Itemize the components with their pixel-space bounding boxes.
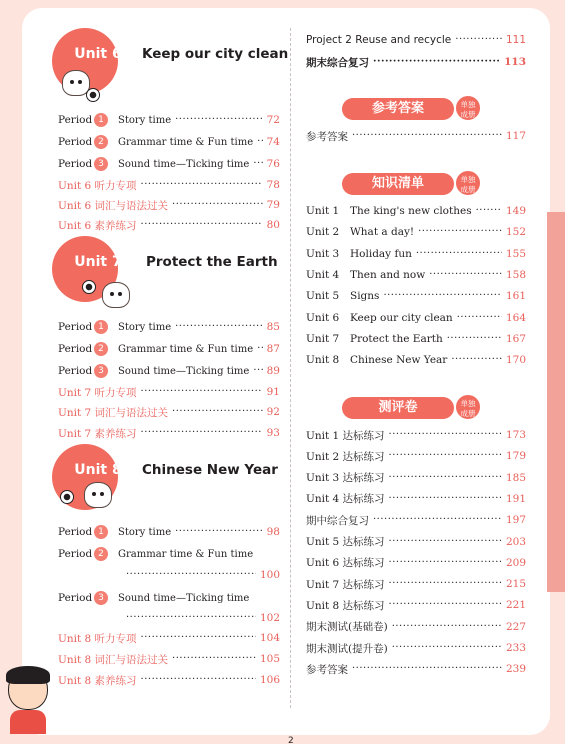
toc-row[interactable] (58, 196, 280, 214)
badge-line: 单独 (460, 175, 476, 184)
period-word: Period (58, 321, 93, 333)
period-word: Period (58, 136, 93, 148)
soccer-ball-icon (60, 490, 74, 504)
period-word: Period (58, 548, 93, 560)
toc-row[interactable] (306, 426, 526, 444)
unit-title: Protect the Earth (146, 254, 278, 270)
row-unit: Unit 5 (306, 290, 340, 303)
toc-row[interactable] (306, 469, 526, 487)
page-ref: 161 (505, 290, 526, 303)
row-title: Unit 7 词汇与语法过关 (58, 406, 169, 419)
toc-row[interactable] (306, 127, 526, 145)
toc-row[interactable] (58, 424, 280, 442)
leader-dots (389, 558, 502, 568)
row-unit: Unit 8 (306, 354, 340, 367)
row-title: 参考答案 (306, 663, 348, 676)
unit-label: Unit 8 (74, 462, 122, 478)
section-header (342, 96, 492, 122)
leader-dots (175, 527, 263, 537)
toc-row-continued[interactable] (58, 609, 280, 627)
toc-row-continued[interactable] (58, 566, 280, 584)
page-ref: 102 (259, 612, 280, 624)
page-ref: 197 (505, 514, 526, 527)
leader-dots (418, 227, 502, 237)
page-ref: 104 (259, 632, 280, 644)
page-ref: 164 (505, 311, 526, 324)
period-number: 1 (94, 320, 108, 334)
unit-title: Keep our city clean (142, 46, 289, 62)
row-title: Unit 8 词汇与语法过关 (58, 653, 169, 666)
toc-row[interactable] (306, 447, 526, 465)
soccer-ball-icon (86, 88, 100, 102)
page-ref: 74 (266, 136, 280, 148)
row-title: What a day! (350, 226, 415, 239)
badge-line: 单独 (460, 399, 476, 408)
period-number: 3 (94, 364, 108, 378)
leader-dots (172, 407, 263, 417)
page-ref: 158 (505, 268, 526, 281)
side-tab (547, 212, 565, 592)
row-title: Unit 6 达标练习 (306, 557, 385, 570)
row-title: Unit 6 词汇与语法过关 (58, 199, 169, 212)
toc-row[interactable] (58, 133, 280, 151)
toc-row[interactable] (58, 545, 280, 563)
period-number: 2 (94, 342, 108, 356)
leader-dots (389, 600, 502, 610)
column-divider (290, 28, 291, 708)
page-ref: 113 (504, 56, 526, 68)
leader-dots (455, 35, 502, 45)
mascot-icon (102, 282, 130, 308)
page-ref: 215 (505, 578, 526, 591)
toc-row[interactable] (58, 362, 280, 380)
leader-dots (389, 537, 502, 547)
toc-row[interactable] (306, 639, 526, 657)
toc-row[interactable] (58, 111, 280, 129)
row-title: Protect the Earth (350, 332, 443, 345)
separate-booklet-badge (454, 169, 482, 197)
leader-dots (126, 613, 256, 623)
page-ref: 106 (259, 674, 280, 686)
page-ref: 152 (505, 226, 526, 239)
page-ref: 87 (266, 343, 280, 355)
toc-row[interactable] (306, 596, 526, 614)
toc-row[interactable] (58, 589, 280, 607)
separate-booklet-badge (454, 393, 482, 421)
period-number: 3 (94, 157, 108, 171)
row-title: Story time (118, 526, 172, 538)
leader-dots (389, 473, 502, 483)
period-number: 3 (94, 591, 108, 605)
row-title: Unit 3 达标练习 (306, 472, 385, 485)
toc-row[interactable] (306, 618, 526, 636)
row-unit: Unit 3 (306, 247, 340, 260)
section-header (342, 395, 492, 421)
row-title: Grammar time & Fun time (118, 548, 254, 560)
period-word: Period (58, 158, 93, 170)
row-title: 期末测试(基础卷) (306, 621, 388, 634)
page-ref: 173 (505, 429, 526, 441)
section-header (342, 171, 492, 197)
toc-row[interactable] (306, 554, 526, 572)
row-title: Chinese New Year (350, 354, 448, 367)
leader-dots (141, 387, 263, 397)
unit-label: Unit 6 (74, 46, 122, 62)
row-title: Unit 7 素养练习 (58, 427, 137, 440)
row-title: Unit 8 听力专项 (58, 632, 137, 645)
page-ref: 239 (505, 663, 526, 676)
badge-line: 成册 (460, 110, 476, 119)
page-ref: 76 (266, 158, 280, 170)
page-ref: 227 (505, 620, 526, 633)
period-number: 2 (94, 135, 108, 149)
period-number: 1 (94, 113, 108, 127)
row-title: Grammar time & Fun time (118, 136, 254, 148)
mascot-icon (84, 482, 112, 508)
leader-dots (392, 622, 502, 632)
toc-row[interactable] (306, 660, 526, 678)
leader-dots (429, 270, 502, 280)
toc-row[interactable] (58, 340, 280, 358)
leader-dots (373, 57, 500, 67)
page-ref: 167 (505, 332, 526, 345)
row-title: Unit 6 素养练习 (58, 219, 137, 232)
toc-row[interactable] (306, 287, 526, 305)
soccer-ball-icon (82, 280, 96, 294)
toc-row[interactable] (58, 629, 280, 647)
row-title: Sound time—Ticking time (118, 158, 250, 170)
row-title: Unit 2 达标练习 (306, 450, 385, 463)
unit-header (58, 28, 288, 94)
row-title: Unit 1 达标练习 (306, 429, 385, 442)
toc-row[interactable] (58, 216, 280, 234)
row-unit: Unit 2 (306, 226, 340, 239)
leader-dots (389, 430, 502, 440)
leader-dots (392, 643, 502, 653)
page-ref: 221 (505, 599, 526, 612)
leader-dots (141, 675, 256, 685)
leader-dots (126, 570, 256, 580)
boy-mascot-illustration (4, 668, 52, 734)
period-word: Period (58, 114, 93, 126)
row-title: Unit 7 听力专项 (58, 386, 137, 399)
section-pill: 参考答案 (342, 98, 454, 120)
leader-dots (141, 180, 263, 190)
leader-dots (451, 355, 502, 365)
page-ref: 191 (505, 492, 526, 505)
section-pill: 知识清单 (342, 173, 454, 195)
row-title: Signs (350, 290, 380, 303)
leader-dots (416, 249, 502, 259)
period-number: 2 (94, 547, 108, 561)
page-number: 2 (288, 736, 294, 744)
row-title: Project 2 Reuse and recycle (306, 34, 452, 46)
page-ref: 203 (505, 535, 526, 548)
leader-dots (257, 137, 263, 147)
page-ref: 89 (266, 365, 280, 377)
toc-row[interactable] (58, 671, 280, 689)
boy-hair (6, 666, 50, 684)
badge-line: 成册 (460, 409, 476, 418)
leader-dots (352, 664, 502, 674)
leader-dots (175, 115, 263, 125)
toc-row[interactable] (58, 318, 280, 336)
page-ref: 80 (266, 219, 280, 231)
toc-row[interactable] (306, 330, 526, 348)
leader-dots (141, 220, 263, 230)
row-unit: Unit 6 (306, 311, 340, 324)
page-ref: 149 (505, 205, 526, 217)
row-title: Unit 8 达标练习 (306, 599, 385, 612)
period-word: Period (58, 343, 93, 355)
toc-row[interactable] (306, 245, 526, 263)
leader-dots (352, 131, 502, 141)
leader-dots (389, 451, 502, 461)
leader-dots (447, 334, 502, 344)
unit-title: Chinese New Year (142, 462, 278, 478)
leader-dots (253, 159, 262, 169)
page-ref: 111 (505, 34, 526, 46)
toc-row[interactable] (58, 523, 280, 541)
row-title: Keep our city clean (350, 311, 453, 324)
leader-dots (389, 579, 502, 589)
toc-row[interactable] (306, 53, 526, 71)
row-title: The king's new clothes (350, 205, 472, 217)
leader-dots (257, 344, 263, 354)
row-title: Unit 4 达标练习 (306, 493, 385, 506)
page-ref: 93 (266, 427, 280, 439)
toc-row[interactable] (306, 202, 526, 220)
toc-row[interactable] (58, 383, 280, 401)
row-title: Unit 6 听力专项 (58, 179, 137, 192)
toc-row[interactable] (306, 575, 526, 593)
row-title: Then and now (350, 268, 426, 281)
toc-row[interactable] (58, 176, 280, 194)
row-unit: Unit 4 (306, 268, 340, 281)
row-title: Unit 8 素养练习 (58, 674, 137, 687)
leader-dots (383, 291, 502, 301)
toc-row[interactable] (58, 155, 280, 173)
page-ref: 100 (259, 569, 280, 581)
leader-dots (253, 366, 262, 376)
leader-dots (141, 428, 263, 438)
toc-row[interactable] (306, 511, 526, 529)
leader-dots (373, 515, 502, 525)
row-title: Unit 5 达标练习 (306, 536, 385, 548)
period-word: Period (58, 526, 93, 538)
page-ref: 98 (266, 526, 280, 538)
leader-dots (175, 322, 263, 332)
page-ref: 85 (266, 321, 280, 333)
boy-body (10, 710, 46, 734)
toc-row[interactable] (306, 266, 526, 284)
toc-row[interactable] (58, 403, 280, 421)
row-title: Grammar time & Fun time (118, 343, 254, 355)
row-title: Story time (118, 114, 172, 126)
row-title: 期末综合复习 (306, 56, 369, 69)
unit-header (58, 236, 288, 302)
period-number: 1 (94, 525, 108, 539)
toc-row[interactable] (306, 223, 526, 241)
period-word: Period (58, 365, 93, 377)
toc-row[interactable] (306, 490, 526, 508)
page-ref: 170 (505, 354, 526, 367)
page-ref: 72 (266, 114, 280, 126)
leader-dots (476, 206, 502, 216)
leader-dots (141, 633, 256, 643)
page-ref: 233 (505, 642, 526, 654)
page-ref: 209 (505, 556, 526, 569)
toc-row[interactable] (306, 309, 526, 327)
page-ref: 91 (266, 386, 280, 398)
page-ref: 155 (505, 247, 526, 260)
row-title: Unit 7 达标练习 (306, 578, 385, 591)
page-ref: 117 (505, 130, 526, 142)
badge-line: 成册 (460, 185, 476, 194)
separate-booklet-badge (454, 94, 482, 122)
row-unit: Unit 7 (306, 332, 340, 345)
badge-line: 单独 (460, 100, 476, 109)
toc-row[interactable] (306, 533, 526, 551)
page-ref: 92 (266, 406, 280, 418)
page-ref: 105 (259, 653, 280, 665)
row-title: Story time (118, 321, 172, 333)
period-word: Period (58, 592, 93, 604)
leader-dots (172, 654, 256, 664)
row-title: 参考答案 (306, 130, 348, 143)
page-ref: 79 (266, 199, 280, 211)
page-ref: 179 (505, 450, 526, 463)
unit-label: Unit 7 (74, 254, 122, 270)
row-title: Sound time—Ticking time (118, 365, 250, 377)
toc-row[interactable] (58, 650, 280, 668)
page-ref: 78 (266, 179, 280, 191)
leader-dots (389, 494, 502, 504)
row-title: Sound time—Ticking time (118, 592, 250, 604)
row-title: Holiday fun (350, 247, 412, 260)
leader-dots (457, 313, 502, 323)
section-pill: 测评卷 (342, 397, 454, 419)
page-ref: 185 (505, 471, 526, 484)
unit-header (58, 444, 288, 510)
row-title: 期中综合复习 (306, 514, 369, 527)
leader-dots (172, 200, 263, 210)
row-title: 期末测试(提升卷) (306, 642, 388, 655)
toc-row[interactable] (306, 31, 526, 49)
toc-row[interactable] (306, 351, 526, 369)
row-unit: Unit 1 (306, 205, 340, 217)
